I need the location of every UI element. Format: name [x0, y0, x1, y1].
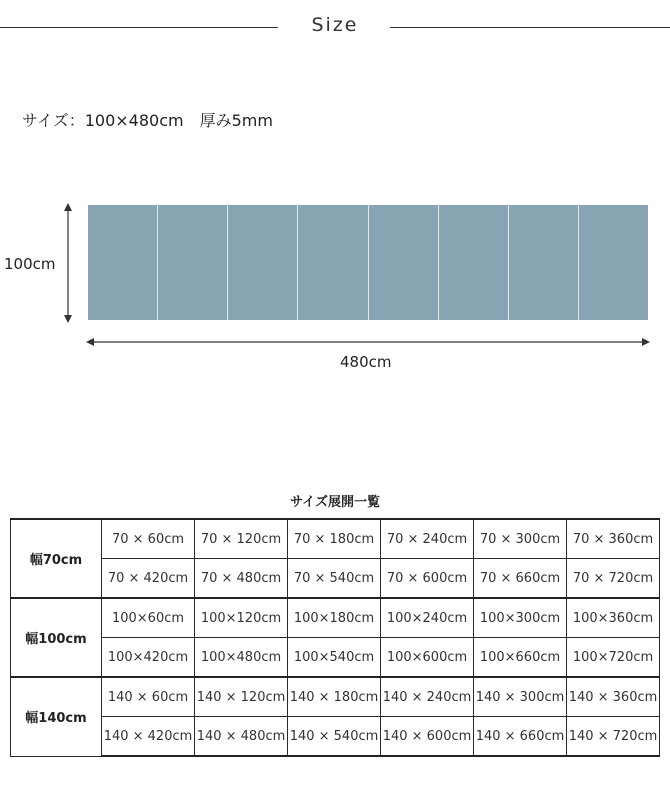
- mat-panel: [439, 205, 509, 320]
- size-cell: 70 × 720cm: [567, 559, 660, 599]
- size-cell: 100×660cm: [474, 638, 567, 678]
- size-cell: 100×60cm: [102, 598, 195, 638]
- size-cell: 140 × 420cm: [102, 717, 195, 757]
- mat-panel: [579, 205, 648, 320]
- size-cell: 100×540cm: [288, 638, 381, 678]
- size-table: [10, 518, 660, 757]
- size-cell: 140 × 60cm: [102, 677, 195, 717]
- size-cell: 70 × 60cm: [102, 519, 195, 559]
- table-caption: サイズ展開一覧: [290, 495, 380, 510]
- size-cell: 100×360cm: [567, 598, 660, 638]
- table-row: [11, 717, 660, 757]
- size-cell: 100×720cm: [567, 638, 660, 678]
- size-cell: 100×300cm: [474, 598, 567, 638]
- size-cell: 140 × 660cm: [474, 717, 567, 757]
- width-group-label: 幅100cm: [11, 598, 102, 677]
- height-label: 100cm: [4, 255, 56, 273]
- table-row: [11, 559, 660, 599]
- size-cell: 140 × 120cm: [195, 677, 288, 717]
- width-group-label: 幅70cm: [11, 519, 102, 598]
- size-cell: 70 × 660cm: [474, 559, 567, 599]
- mat-diagram: [88, 205, 648, 320]
- size-cell: 70 × 360cm: [567, 519, 660, 559]
- mat-panel: [158, 205, 228, 320]
- size-cell: 100×120cm: [195, 598, 288, 638]
- table-row: [11, 598, 660, 638]
- size-spec: サイズ：100×480cm 厚み5mm: [22, 111, 273, 130]
- size-cell: 70 × 480cm: [195, 559, 288, 599]
- size-cell: 140 × 240cm: [381, 677, 474, 717]
- mat-panel: [369, 205, 439, 320]
- height-arrow-icon: [60, 203, 76, 323]
- size-table-body: [11, 519, 660, 756]
- size-cell: 70 × 420cm: [102, 559, 195, 599]
- size-cell: 140 × 360cm: [567, 677, 660, 717]
- size-cell: 70 × 600cm: [381, 559, 474, 599]
- width-group-label: 幅140cm: [11, 677, 102, 756]
- size-cell: 70 × 120cm: [195, 519, 288, 559]
- size-cell: 70 × 180cm: [288, 519, 381, 559]
- size-cell: 140 × 180cm: [288, 677, 381, 717]
- size-cell: 70 × 300cm: [474, 519, 567, 559]
- size-cell: 140 × 540cm: [288, 717, 381, 757]
- size-cell: 100×240cm: [381, 598, 474, 638]
- size-cell: 100×420cm: [102, 638, 195, 678]
- mat-panel: [88, 205, 158, 320]
- width-arrow-icon: [86, 334, 650, 350]
- size-cell: 70 × 540cm: [288, 559, 381, 599]
- size-cell: 140 × 720cm: [567, 717, 660, 757]
- mat-panel: [509, 205, 579, 320]
- table-row: [11, 519, 660, 559]
- size-cell: 100×600cm: [381, 638, 474, 678]
- size-cell: 140 × 300cm: [474, 677, 567, 717]
- size-cell: 70 × 240cm: [381, 519, 474, 559]
- size-cell: 140 × 480cm: [195, 717, 288, 757]
- size-cell: 100×480cm: [195, 638, 288, 678]
- mat-panel: [228, 205, 298, 320]
- title-rule-right: [390, 27, 670, 28]
- table-row: [11, 677, 660, 717]
- size-cell: 140 × 600cm: [381, 717, 474, 757]
- table-row: [11, 638, 660, 678]
- size-cell: 100×180cm: [288, 598, 381, 638]
- width-label: 480cm: [340, 353, 392, 371]
- mat-panel: [298, 205, 368, 320]
- section-title: Size: [311, 14, 359, 36]
